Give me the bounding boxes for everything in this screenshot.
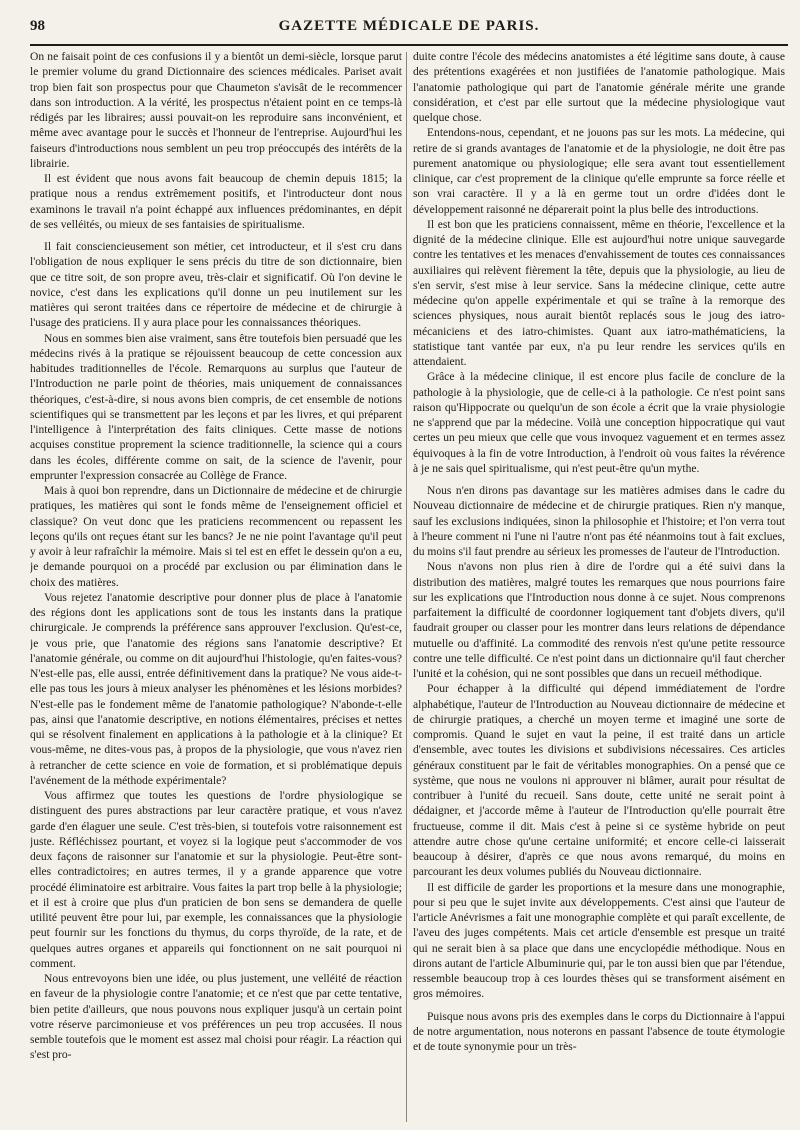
- paragraph: Entendons-nous, cependant, et ne jouons pas sur les mots. La médecine, qui retire de si grands avantages de l'anatomie et de la physiologie, ne doit être pas purement anatomique ou physiologique; elle sera avant tout essentiellement clinique, car c'est proprement de la clinique qu'elle emprunte sa force réelle et son vrai caractère. Il y a là en germe tout un ordre d'idées dont le développement raisonné ne déparerait point la plus belle des introductions.: [413, 127, 785, 216]
- paragraph: Il est bon que les praticiens connaissent, même en théorie, l'excellence et la dignité de la médecine clinique. Elle est aujourd'hui notre unique sauvegarde contre les tentatives et les menaces d'envahissement de toutes ces connaissances auxiliaires qui relèvent fièrement la tête, depuis que la physiologie, au lieu de s'en servir, s'est mise à leur service. Sans la médecine clinique, cette autre médecine qu'on appelle expérimentale et qui se traîne à la remorque des sciences physiques, nous aurait bientôt replacés sous le joug des iatro-mécaniciens et des iatro-chimistes. Quant aux iatro-mathématiciens, la statistique tant vantée par eux, n'a pu leur rendre les services qu'ils en attendaient.: [413, 218, 785, 368]
- paragraph: Puisque nous avons pris des exemples dans le corps du Dictionnaire à l'appui de notre argumentation, nous noterons en passant l'absence de toute étymologie et de toute synonymie pour un très-: [413, 1010, 785, 1053]
- column-divider: [406, 52, 407, 1122]
- paragraph: Il fait consciencieusement son métier, cet introducteur, et il s'est cru dans l'obligation de nous expliquer le sens précis du titre de son dictionnaire, bien que ce titre soit, de son propre aveu, très-clair et significatif. Où l'on devine le novice, c'est dans les explications qu'il donne un peu inutilement sur les matières qui seront traitées dans ce répertoire de médecine et de chirurgie à l'usage des praticiens. Il y aura place pour les connaissances théoriques.: [30, 241, 402, 330]
- paragraph: Nous entrevoyons bien une idée, ou plus justement, une velléité de réaction en faveur de la physiologie contre l'anatomie; et ce n'est que par cette tentative, bien petite d'ailleurs, que nous pouvons nous expliquer jusqu'à un certain point votre réserve parcimonieuse et vos préférences un peu trop accusées. Il nous semble toutefois que le moment est assez mal choisi pour réagir. La réaction qui s'est pro-: [30, 973, 402, 1062]
- paragraph: Nous en sommes bien aise vraiment, sans être toutefois bien persuadé que les médecins rivés à la pratique se réjouissent beaucoup de cette concession aux habitudes traditionnelles de l'école. Remarquons au surplus que l'auteur de l'Introduction ne parle point de théories, mais uniquement de connaissances théoriques, c'est-à-dire, si nous avons bien compris, de cet ensemble de notions scientifiques qui se transmettent par les leçons et par les livres, et qui préparent l'intelligence à l'interprétation des faits cliniques. Cette masse de notions acquises constitue proprement la science traditionnelle, la science qui a cours dans les écoles, différente comme on sait, de la science de l'avenir, pour emprunter l'expression consacrée au Collège de France.: [30, 332, 402, 482]
- paragraph: Il est évident que nous avons fait beaucoup de chemin depuis 1815; la pratique nous a rendus extrêmement positifs, et l'introducteur dont nous examinons le travail n'a point échappé aux influences prédominantes, en dépit de ses velléités, ou mieux de ses fantaisies de spiritualisme.: [30, 173, 402, 231]
- paragraph: On ne faisait point de ces confusions il y a bientôt un demi-siècle, lorsque parut le premier volume du grand Dictionnaire des sciences médicales. Pariset avait trop bien fait son prospectus pour que Chaumeton s'avisât de le recommencer dans son introduction. A la vérité, les prospectus n'étaient point en ce temps-là rédigés par les libraires; aussi pouvait-on les reproduire sans inconvénient, et même avec avantage pour le succès et l'honneur de l'entreprise. Aujourd'hui les faiseurs d'introductions nous semblent un peu trop préoccupés des intérêts de la librairie.: [30, 51, 402, 170]
- left-column: [30, 50, 402, 1126]
- paragraph: duite contre l'école des médecins anatomistes a été légitime sans doute, à cause des prétentions exagérées et non justifiées de l'anatomie pathologique. Mais l'anatomie pathologique qui part de l'anatomie générale mérite une grande considération, et c'est par elle surtout que la médecine physiologique vaut quelque chose.: [413, 51, 785, 124]
- paragraph: Il est difficile de garder les proportions et la mesure dans une monographie, pour si peu que le sujet invite aux développements. C'est ainsi que l'auteur de l'article Anévrismes a fait une monographie complète et qui paraît excellente, de l'aveu des juges compétents. Mais cet article d'ensemble est presque un traité qui ne serait bien à sa place que dans une encyclopédie méthodique. Nous en dirons autant de l'article Albuminurie qui, par le ton aussi bien que par l'étendue, ressemble beaucoup trop à ces lourdes thèses qui se transforment aisément en gros mémoires.: [413, 881, 785, 1001]
- paragraph: Pour échapper à la difficulté qui dépend immédiatement de l'ordre alphabétique, l'auteur de l'Introduction au Nouveau dictionnaire de médecine et de chirurgie pratiques, a cherché un moyen terme et imaginé une sorte de compromis. Quand le sujet en vaut la peine, il est traité dans un article d'ensemble, avec toutes les divisions et subdivisions nécessaires. Ces articles généraux constituent par le fait de véritables monographies. On a pensé que ce système, que nous ne voulons ni approuver ni blâmer, aurait pour résultat de contribuer à l'unité du recueil. Sans doute, cette unité ne serait point à dédaigner, et j'accorde même à l'auteur de l'Introduction qu'elle pourrait être fructueuse, comme il dit. Mais c'est à peine si ce système hybride on peut attendre autre chose qu'une certaine uniformité; et encore celle-ci laisserait beaucoup à désirer, d'après ce que nous avons remarqué, du moins en parcourant les deux volumes publiés du Nouveau dictionnaire.: [413, 683, 785, 879]
- paragraph: Grâce à la médecine clinique, il est encore plus facile de conclure de la pathologie à la physiologie, que de celle-ci à la pathologie. Ce n'est point sans raison qu'Hippocrate ou quelqu'un de son école a écrit que la vraie physiologie ne s'apprend que par la médecine. Voilà une conception hippocratique qui vaut certes un peu mieux que celle que vous invoquez vaguement et en termes assez équivoques à la fin de votre Introduction, à l'endroit où vous faites la révérence à je ne sais quel spiritualisme, qui n'est peut-être qu'un mythe.: [413, 371, 785, 475]
- page-header: [30, 18, 788, 40]
- paragraph: Nous n'en dirons pas davantage sur les matières admises dans le cadre du Nouveau dictionnaire de médecine et de chirurgie pratiques. Rien n'y manque, sauf les exclusions indiquées, sinon la philosophie et l'histoire; et l'on verra tout à l'heure comment ni l'une ni l'autre n'ont pas été néanmoins tout à fait exclues, du moins s'il faut prendre au sérieux les promesses de l'auteur de l'Introduction.: [413, 485, 785, 558]
- journal-title: GAZETTE MÉDICALE DE PARIS.: [278, 18, 540, 34]
- paragraph: Mais à quoi bon reprendre, dans un Dictionnaire de médecine et de chirurgie pratiques, les matières qui sont le fonds même de l'enseignement officiel et classique? On veut donc que les praticiens recommencent ou repassent les leçons qu'ils ont reçues étant sur les bancs? Je ne nie point l'avantage qu'il peut y avoir à leur rafraîchir la mémoire. Mais si tel est en effet le dessein qu'on a eu, je demande pourquoi on a procédé par exclusion ou par élimination dans le choix des matières.: [30, 485, 402, 589]
- header-rule: [30, 44, 788, 46]
- right-column: [413, 50, 785, 1126]
- page-number: 98: [30, 18, 45, 34]
- paragraph: Vous rejetez l'anatomie descriptive pour donner plus de place à l'anatomie des régions dont les applications sont de tous les instants dans la pratique chirurgicale. Je comprends la préférence sans approuver l'exclusion. Qu'est-ce, je vous prie, que l'anatomie des régions sans l'anatomie descriptive? Et l'anatomie générale, ou comme on dit aujourd'hui l'histologie, qu'en faites-vous? N'est-elle pas, elle aussi, entrée définitivement dans la pratique? Ne vous aide-t-elle pas tous les jours à mieux analyser les phénomènes et les lésions morbides? N'est-elle pas le fondement même de l'anatomie pathologique? N'abonde-t-elle pas, ainsi que l'anatomie descriptive, en notions élémentaires, précises et nettes qui se résolvent finalement en applications à la pathologie et à la clinique? Et vous-même, ne dites-vous pas, à propos de la physiologie, que vous n'avez rien à retrancher de cette science en voie de formation, et si problématique depuis l'avénement de la méthode expérimentale?: [30, 591, 402, 787]
- paragraph: Nous n'avons non plus rien à dire de l'ordre qui a été suivi dans la distribution des matières, malgré toutes les remarques que nous pourrions faire sur les explications que l'Introduction nous donne à ce sujet. Nous comprenons parfaitement la difficulté de coordonner logiquement tant d'objets divers, qu'il faudrait grouper ou classer pour les montrer dans leurs relations de dépendance mutuelle ou d'affinité. La commodité des renvois n'est qu'une petite ressource contre une telle difficulté. Ce n'est point dans un dictionnaire qu'il faut chercher l'unité et la cohésion, qui ne sont possibles que dans un recueil méthodique.: [413, 561, 785, 680]
- paragraph: Vous affirmez que toutes les questions de l'ordre physiologique se distinguent des pures abstractions par leur caractère pratique, et vous n'avez garde d'en élaguer une seule. C'est très-bien, si toutefois votre raisonnement est juste. Réfléchissez pourtant, et voyez si la logique peut s'accommoder de vos deux façons de raisonner sur l'anatomie et sur la physiologie. Peut-être sont-elles contradictoires; en autres termes, il y a grande apparence que votre procédé éliminatoire est arbitraire. Vous faites la part trop belle à la physiologie; et il est à croire que plus d'un praticien de bon sens se demandera de quelle utilité peuvent être pour lui, par exemple, les connaissances que la physiologie peut fournir sur les fonctions du thymus, du corps thyroïde, de la rate, et de quelques autres organes et appareils qui fonctionnent on ne sait pourquoi ni comment.: [30, 790, 402, 970]
